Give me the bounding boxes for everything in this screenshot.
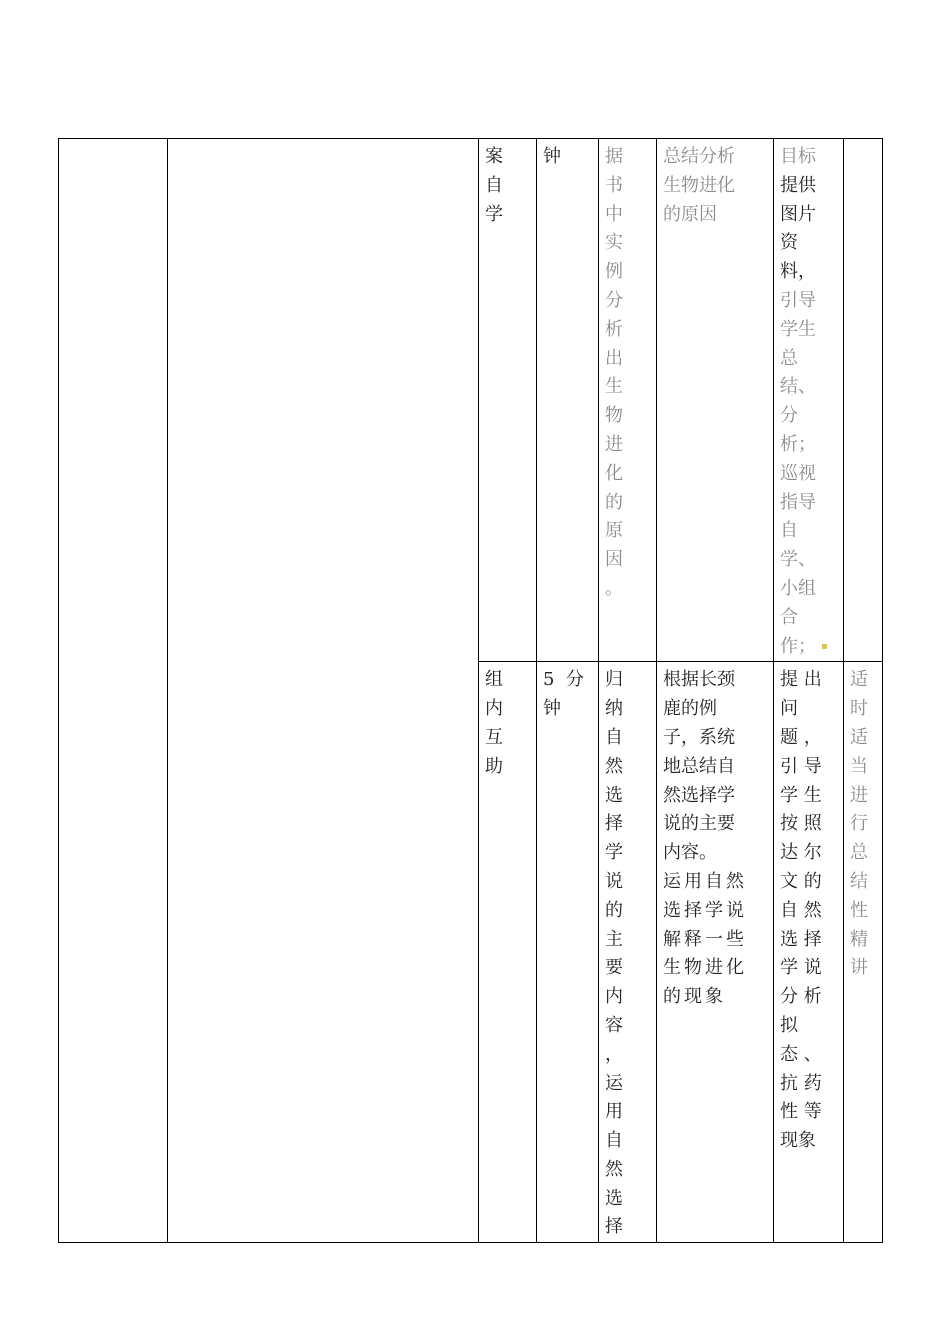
activity-text: 案 自 学 bbox=[485, 146, 503, 225]
lesson-plan-table bbox=[58, 138, 883, 1243]
empty-cell-col2 bbox=[168, 139, 479, 1243]
activity-cell bbox=[479, 139, 537, 662]
teacher-activity-text: 提 出 问 题 ， 引 导 学 生 按 照 达 尔 文 的 自 然 选 择 学 说 分 析 拟 态 、 抗 药 性 等 现象 bbox=[780, 669, 822, 1152]
teacher-goal-text: 目标 bbox=[780, 146, 816, 167]
notes-cell bbox=[844, 139, 883, 662]
student-activity-cell bbox=[657, 139, 774, 662]
empty-cell-col1 bbox=[59, 139, 168, 1243]
teacher-activity-cell bbox=[774, 139, 844, 662]
student-activity-cell bbox=[657, 662, 774, 1243]
time-cell bbox=[537, 139, 599, 662]
notes-text: 适 时 适 当 进 行 总 结 性 精 讲 bbox=[850, 669, 868, 979]
content-text: 据 书 中 实 例 分 析 出 生 物 进 化 的 原 因 。 bbox=[605, 146, 623, 599]
time-cell bbox=[537, 662, 599, 1243]
activity-text: 组 内 互 助 bbox=[485, 669, 503, 777]
student-activity-text-2: 运用自然 选择学说 解释一些 生物进化 的现象 bbox=[663, 870, 747, 1008]
teacher-provide-text: 提供 图片 资 料， bbox=[780, 174, 816, 283]
activity-cell bbox=[479, 662, 537, 1243]
student-activity-text: 总结分析 生物进化 的原因 bbox=[663, 146, 735, 225]
time-text: 5 分 钟 bbox=[543, 669, 584, 720]
teacher-guide-text: 引导 学生 总 结、 分 析； 巡视 指导 自 学、 小组 合 作； bbox=[780, 289, 816, 657]
content-text: 归 纳 自 然 选 择 学 说 的 主 要 内 容 ， 运 用 自 然 选 择 bbox=[605, 669, 623, 1238]
content-cell bbox=[599, 662, 657, 1243]
time-text: 钟 bbox=[543, 146, 561, 167]
notes-cell bbox=[844, 662, 883, 1243]
student-activity-text: 根据长颈 鹿的例 子，系统 地总结自 然选择学 说的主要 内容。 bbox=[663, 669, 735, 864]
bullet-mark-icon bbox=[822, 644, 827, 649]
teacher-activity-cell bbox=[774, 662, 844, 1243]
table-row bbox=[59, 139, 883, 662]
content-cell bbox=[599, 139, 657, 662]
